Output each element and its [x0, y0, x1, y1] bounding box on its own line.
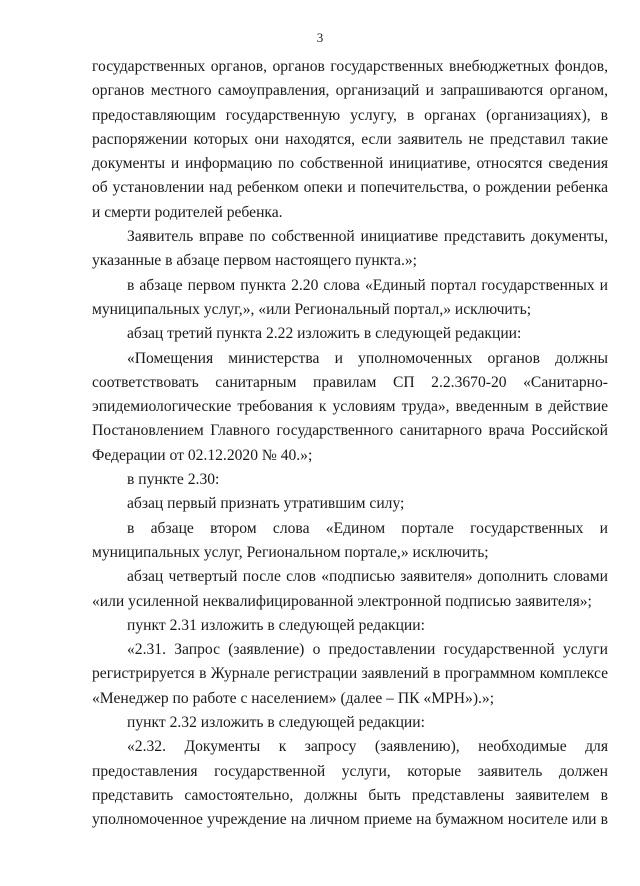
document-body [92, 55, 608, 833]
paragraph-item-2-30-intro: в пункте 2.30: [127, 471, 220, 489]
paragraph-continuation: государственных органов, органов государственных внебюджетных фондов, органов местного самоуправления, организаций и запрашиваются органом, предоставляющим государственную услугу, в органах (организациях), в распоряжении которых они находятся, если заявитель не представил такие документы и информацию по собственной инициативе, относятся сведения об установлении над ребенком опеки и попечительства, о рождении ребенка и смерти родителей ребенка. [92, 58, 608, 221]
paragraph-item-2-30-fourth: абзац четвертый после слов «подписью заявителя» дополнить словами «или усиленной неквалифицированной электронной подписью заявителя»; [92, 568, 608, 610]
paragraph-item-2-31-intro: пункт 2.31 изложить в следующей редакции: [127, 616, 425, 634]
page-number: 3 [316, 30, 324, 45]
paragraph-item-2-22-intro: абзац третий пункта 2.22 изложить в следующей редакции: [127, 325, 522, 343]
paragraph-item-2-20: в абзаце первом пункта 2.20 слова «Единый портал государственных и муниципальных услуг,», «или Региональный портал,» исключить; [92, 276, 608, 318]
paragraph-applicant-right: Заявитель вправе по собственной инициативе представить документы, указанные в абзаце первом настоящего пункта.»; [92, 228, 608, 270]
paragraph-item-2-32-intro: пункт 2.32 изложить в следующей редакции: [127, 714, 425, 732]
paragraph-item-2-30-first: абзац первый признать утратившим силу; [127, 495, 405, 513]
paragraph-item-2-30-second: в абзаце втором слова «Едином портале государственных и муниципальных услуг, Региональном портале,» исключить; [92, 519, 608, 561]
paragraph-item-2-22-text: «Помещения министерства и уполномоченных органов должны соответствовать санитарным правилам СП 2.2.3670-20 «Санитарно-эпидемиологические требования к условиям труда», введенным в действие Постановлением Главного государственного санитарного врача Российской Федерации от 02.12.2020 № 40.»; [92, 349, 608, 464]
paragraph-item-2-31-text: «2.31. Запрос (заявление) о предоставлении государственной услуги регистрируется в Журнале регистрации заявлений в программном комплексе «Менеджер по работе с населением» (далее – ПК «МРН»).»; [92, 641, 608, 707]
paragraph-item-2-32-text: «2.32. Документы к запросу (заявлению), необходимые для предоставления государственной услуги, которые заявитель должен представить самостоятельно, должны быть представлены заявителем в уполномоченное учреждение на личном приеме на бумажном носителе или в [92, 738, 608, 829]
